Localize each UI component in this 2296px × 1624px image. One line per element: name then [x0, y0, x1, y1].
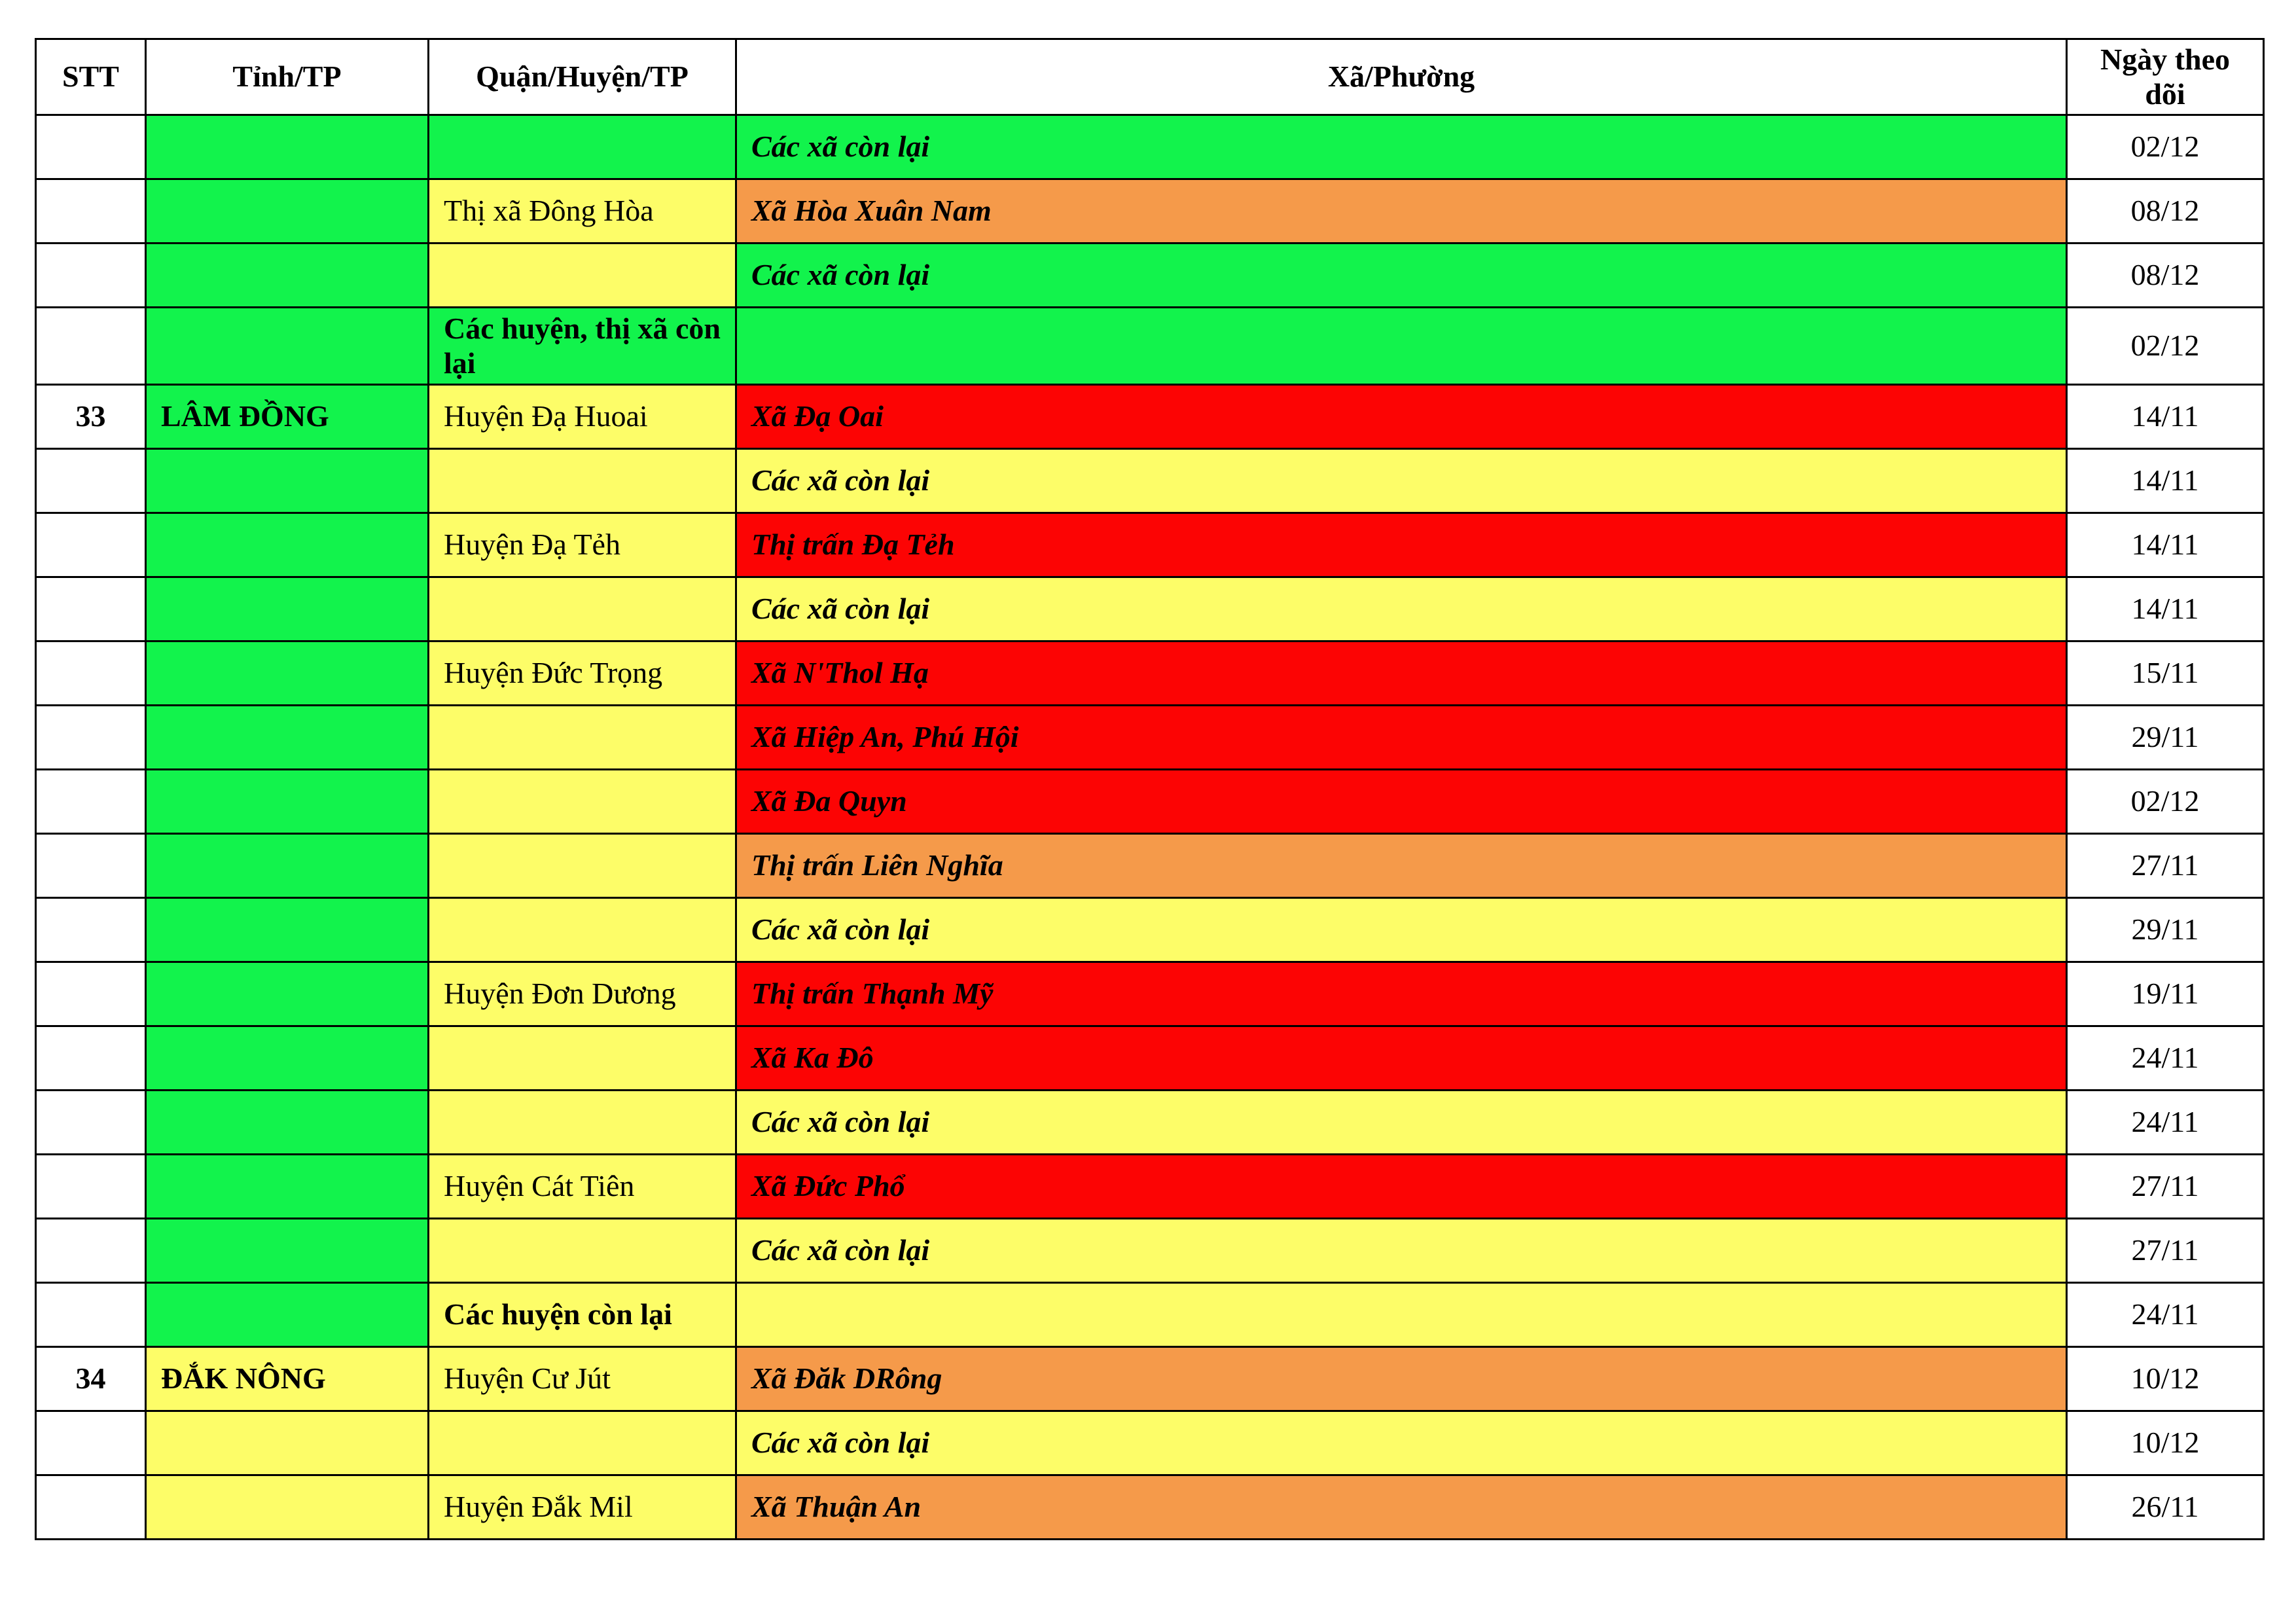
cell-stt [36, 706, 146, 770]
header-date: Ngày theo dõi [2067, 39, 2264, 115]
cell-ward: Các xã còn lại [736, 898, 2067, 962]
cell-ward: Các xã còn lại [736, 449, 2067, 513]
table-row [36, 962, 2264, 1026]
cell-district [429, 770, 736, 834]
table-row [36, 115, 2264, 179]
cell-date: 02/12 [2067, 308, 2264, 385]
cell-date: 26/11 [2067, 1475, 2264, 1540]
cell-province [146, 577, 429, 641]
cell-ward: Thị trấn Liên Nghĩa [736, 834, 2067, 898]
cell-stt [36, 1219, 146, 1283]
cell-district: Huyện Đạ Tẻh [429, 513, 736, 577]
cell-district [429, 115, 736, 179]
table-row [36, 1091, 2264, 1155]
cell-date: 29/11 [2067, 898, 2264, 962]
cell-date: 15/11 [2067, 641, 2264, 706]
cell-date: 02/12 [2067, 115, 2264, 179]
cell-ward: Các xã còn lại [736, 244, 2067, 308]
cell-stt [36, 179, 146, 244]
cell-date: 08/12 [2067, 244, 2264, 308]
cell-province [146, 706, 429, 770]
cell-stt [36, 449, 146, 513]
cell-stt [36, 1155, 146, 1219]
cell-date: 14/11 [2067, 385, 2264, 449]
cell-date: 02/12 [2067, 770, 2264, 834]
cell-province [146, 641, 429, 706]
cell-province [146, 1026, 429, 1091]
cell-ward: Xã Thuận An [736, 1475, 2067, 1540]
cell-stt [36, 898, 146, 962]
table-row [36, 1347, 2264, 1411]
cell-date: 14/11 [2067, 449, 2264, 513]
table-row [36, 1475, 2264, 1540]
cell-district: Các huyện còn lại [429, 1283, 736, 1347]
cell-stt [36, 641, 146, 706]
cell-ward: Xã Hiệp An, Phú Hội [736, 706, 2067, 770]
cell-district [429, 706, 736, 770]
cell-stt [36, 834, 146, 898]
cell-ward: Các xã còn lại [736, 1219, 2067, 1283]
table-row [36, 385, 2264, 449]
table-row [36, 1219, 2264, 1283]
cell-district [429, 577, 736, 641]
cell-district [429, 1026, 736, 1091]
cell-date: 27/11 [2067, 1155, 2264, 1219]
table-row [36, 179, 2264, 244]
cell-district: Huyện Cát Tiên [429, 1155, 736, 1219]
cell-province [146, 244, 429, 308]
cell-district [429, 898, 736, 962]
table-row [36, 1155, 2264, 1219]
cell-date: 08/12 [2067, 179, 2264, 244]
table-row [36, 244, 2264, 308]
table-row [36, 706, 2264, 770]
cell-district [429, 1219, 736, 1283]
table-row [36, 641, 2264, 706]
cell-district: Huyện Cư Jút [429, 1347, 736, 1411]
cell-district: Huyện Đức Trọng [429, 641, 736, 706]
header-stt: STT [36, 39, 146, 115]
cell-province: LÂM ĐỒNG [146, 385, 429, 449]
table-row [36, 898, 2264, 962]
cell-ward: Thị trấn Thạnh Mỹ [736, 962, 2067, 1026]
cell-province [146, 513, 429, 577]
cell-date: 19/11 [2067, 962, 2264, 1026]
table-row [36, 1026, 2264, 1091]
cell-date: 27/11 [2067, 834, 2264, 898]
cell-date: 24/11 [2067, 1091, 2264, 1155]
cell-province [146, 1475, 429, 1540]
cell-stt [36, 1026, 146, 1091]
cell-district [429, 1091, 736, 1155]
cell-province [146, 962, 429, 1026]
cell-date: 14/11 [2067, 513, 2264, 577]
cell-date: 24/11 [2067, 1026, 2264, 1091]
cell-province [146, 898, 429, 962]
cell-date: 27/11 [2067, 1219, 2264, 1283]
cell-district [429, 834, 736, 898]
monitoring-table [35, 38, 2265, 1540]
header-district: Quận/Huyện/TP [429, 39, 736, 115]
cell-ward: Xã Đa Quyn [736, 770, 2067, 834]
table-header-row [36, 39, 2264, 115]
cell-district: Huyện Đơn Dương [429, 962, 736, 1026]
cell-ward: Thị trấn Đạ Tẻh [736, 513, 2067, 577]
table-row [36, 449, 2264, 513]
cell-stt [36, 1283, 146, 1347]
cell-district: Huyện Đạ Huoai [429, 385, 736, 449]
cell-province [146, 115, 429, 179]
cell-province [146, 770, 429, 834]
cell-stt [36, 770, 146, 834]
table-row [36, 513, 2264, 577]
table-row [36, 577, 2264, 641]
cell-ward: Các xã còn lại [736, 577, 2067, 641]
cell-stt [36, 962, 146, 1026]
cell-ward: Xã Đức Phổ [736, 1155, 2067, 1219]
cell-stt: 33 [36, 385, 146, 449]
cell-ward [736, 308, 2067, 385]
cell-date: 14/11 [2067, 577, 2264, 641]
table-row [36, 1283, 2264, 1347]
header-province: Tỉnh/TP [146, 39, 429, 115]
cell-stt [36, 244, 146, 308]
cell-district: Các huyện, thị xã còn lại [429, 308, 736, 385]
cell-stt [36, 1091, 146, 1155]
cell-province [146, 1219, 429, 1283]
table-row [36, 1411, 2264, 1475]
cell-ward: Các xã còn lại [736, 1091, 2067, 1155]
cell-ward: Các xã còn lại [736, 115, 2067, 179]
cell-stt [36, 577, 146, 641]
cell-district [429, 244, 736, 308]
cell-date: 10/12 [2067, 1411, 2264, 1475]
cell-province [146, 1411, 429, 1475]
cell-province [146, 449, 429, 513]
table-row [36, 834, 2264, 898]
table-row [36, 770, 2264, 834]
header-ward: Xã/Phường [736, 39, 2067, 115]
cell-date: 29/11 [2067, 706, 2264, 770]
cell-province [146, 308, 429, 385]
cell-stt [36, 513, 146, 577]
cell-ward: Xã Đăk DRông [736, 1347, 2067, 1411]
cell-date: 10/12 [2067, 1347, 2264, 1411]
cell-ward: Các xã còn lại [736, 1411, 2067, 1475]
cell-province: ĐẮK NÔNG [146, 1347, 429, 1411]
cell-district: Thị xã Đông Hòa [429, 179, 736, 244]
cell-stt [36, 308, 146, 385]
cell-district [429, 1411, 736, 1475]
cell-province [146, 834, 429, 898]
cell-ward: Xã Hòa Xuân Nam [736, 179, 2067, 244]
cell-province [146, 1283, 429, 1347]
table-body [36, 115, 2264, 1540]
cell-stt [36, 1411, 146, 1475]
cell-province [146, 1091, 429, 1155]
cell-district [429, 449, 736, 513]
cell-stt [36, 1475, 146, 1540]
cell-ward: Xã Đạ Oai [736, 385, 2067, 449]
cell-province [146, 1155, 429, 1219]
cell-ward [736, 1283, 2067, 1347]
cell-ward: Xã N'Thol Hạ [736, 641, 2067, 706]
cell-district: Huyện Đắk Mil [429, 1475, 736, 1540]
table-row [36, 308, 2264, 385]
cell-province [146, 179, 429, 244]
cell-stt [36, 115, 146, 179]
cell-stt: 34 [36, 1347, 146, 1411]
cell-date: 24/11 [2067, 1283, 2264, 1347]
cell-ward: Xã Ka Đô [736, 1026, 2067, 1091]
